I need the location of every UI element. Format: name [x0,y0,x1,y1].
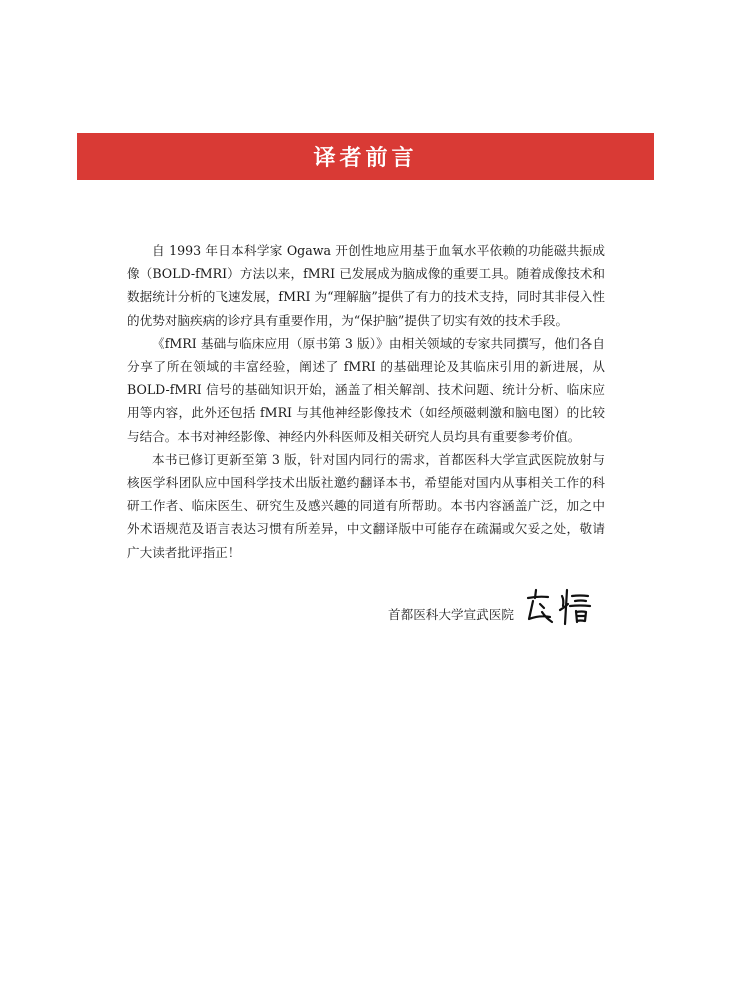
handwritten-signature [520,586,600,630]
paragraph-2: 《fMRI 基础与临床应用（原书第 3 版）》由相关领域的专家共同撰写，他们各自分享了所在领域的丰富经验，阐述了 fMRI 的基础理论及其临床引用的新进展，从 BOLD-fMRI 信号的基础知识开始，涵盖了相关解剖、技术问题、统计分析、临床应用等内容，此外还包括 fMRI 与其他神经影像技术（如经颅磁刺激和脑电图）的比较与结合。本书对神经影像、神经内外科医师及相关研究人员均具有重要参考价值。 [127,335,605,444]
paragraph-1: 自 1993 年日本科学家 Ogawa 开创性地应用基于血氧水平依赖的功能磁共振成像（BOLD-fMRI）方法以来，fMRI 已发展成为脑成像的重要工具。随着成像技术和数据统计分析的飞速发展，fMRI 为“理解脑”提供了有力的技术支持，同时其非侵入性的优势对脑疾病的诊疗具有重要作用，为“保护脑”提供了切实有效的技术手段。 [127,243,605,328]
signature-affiliation: 首都医科大学宣武医院 [388,607,514,622]
preface-body [127,239,605,564]
page-title: 译者前言 [313,146,418,171]
signature-block [380,586,610,636]
title-banner [77,133,654,180]
paragraph-3: 本书已修订更新至第 3 版，针对国内同行的需求，首都医科大学宣武医院放射与核医学科团队应中国科学技术出版社邀约翻译本书，希望能对国内从事相关工作的科研工作者、临床医生、研究生及感兴趣的同道有所帮助。本书内容涵盖广泛，加之中外术语规范及语言表达习惯有所差异，中文翻译版中可能存在疏漏或欠妥之处，敬请广大读者批评指正！ [127,451,605,560]
